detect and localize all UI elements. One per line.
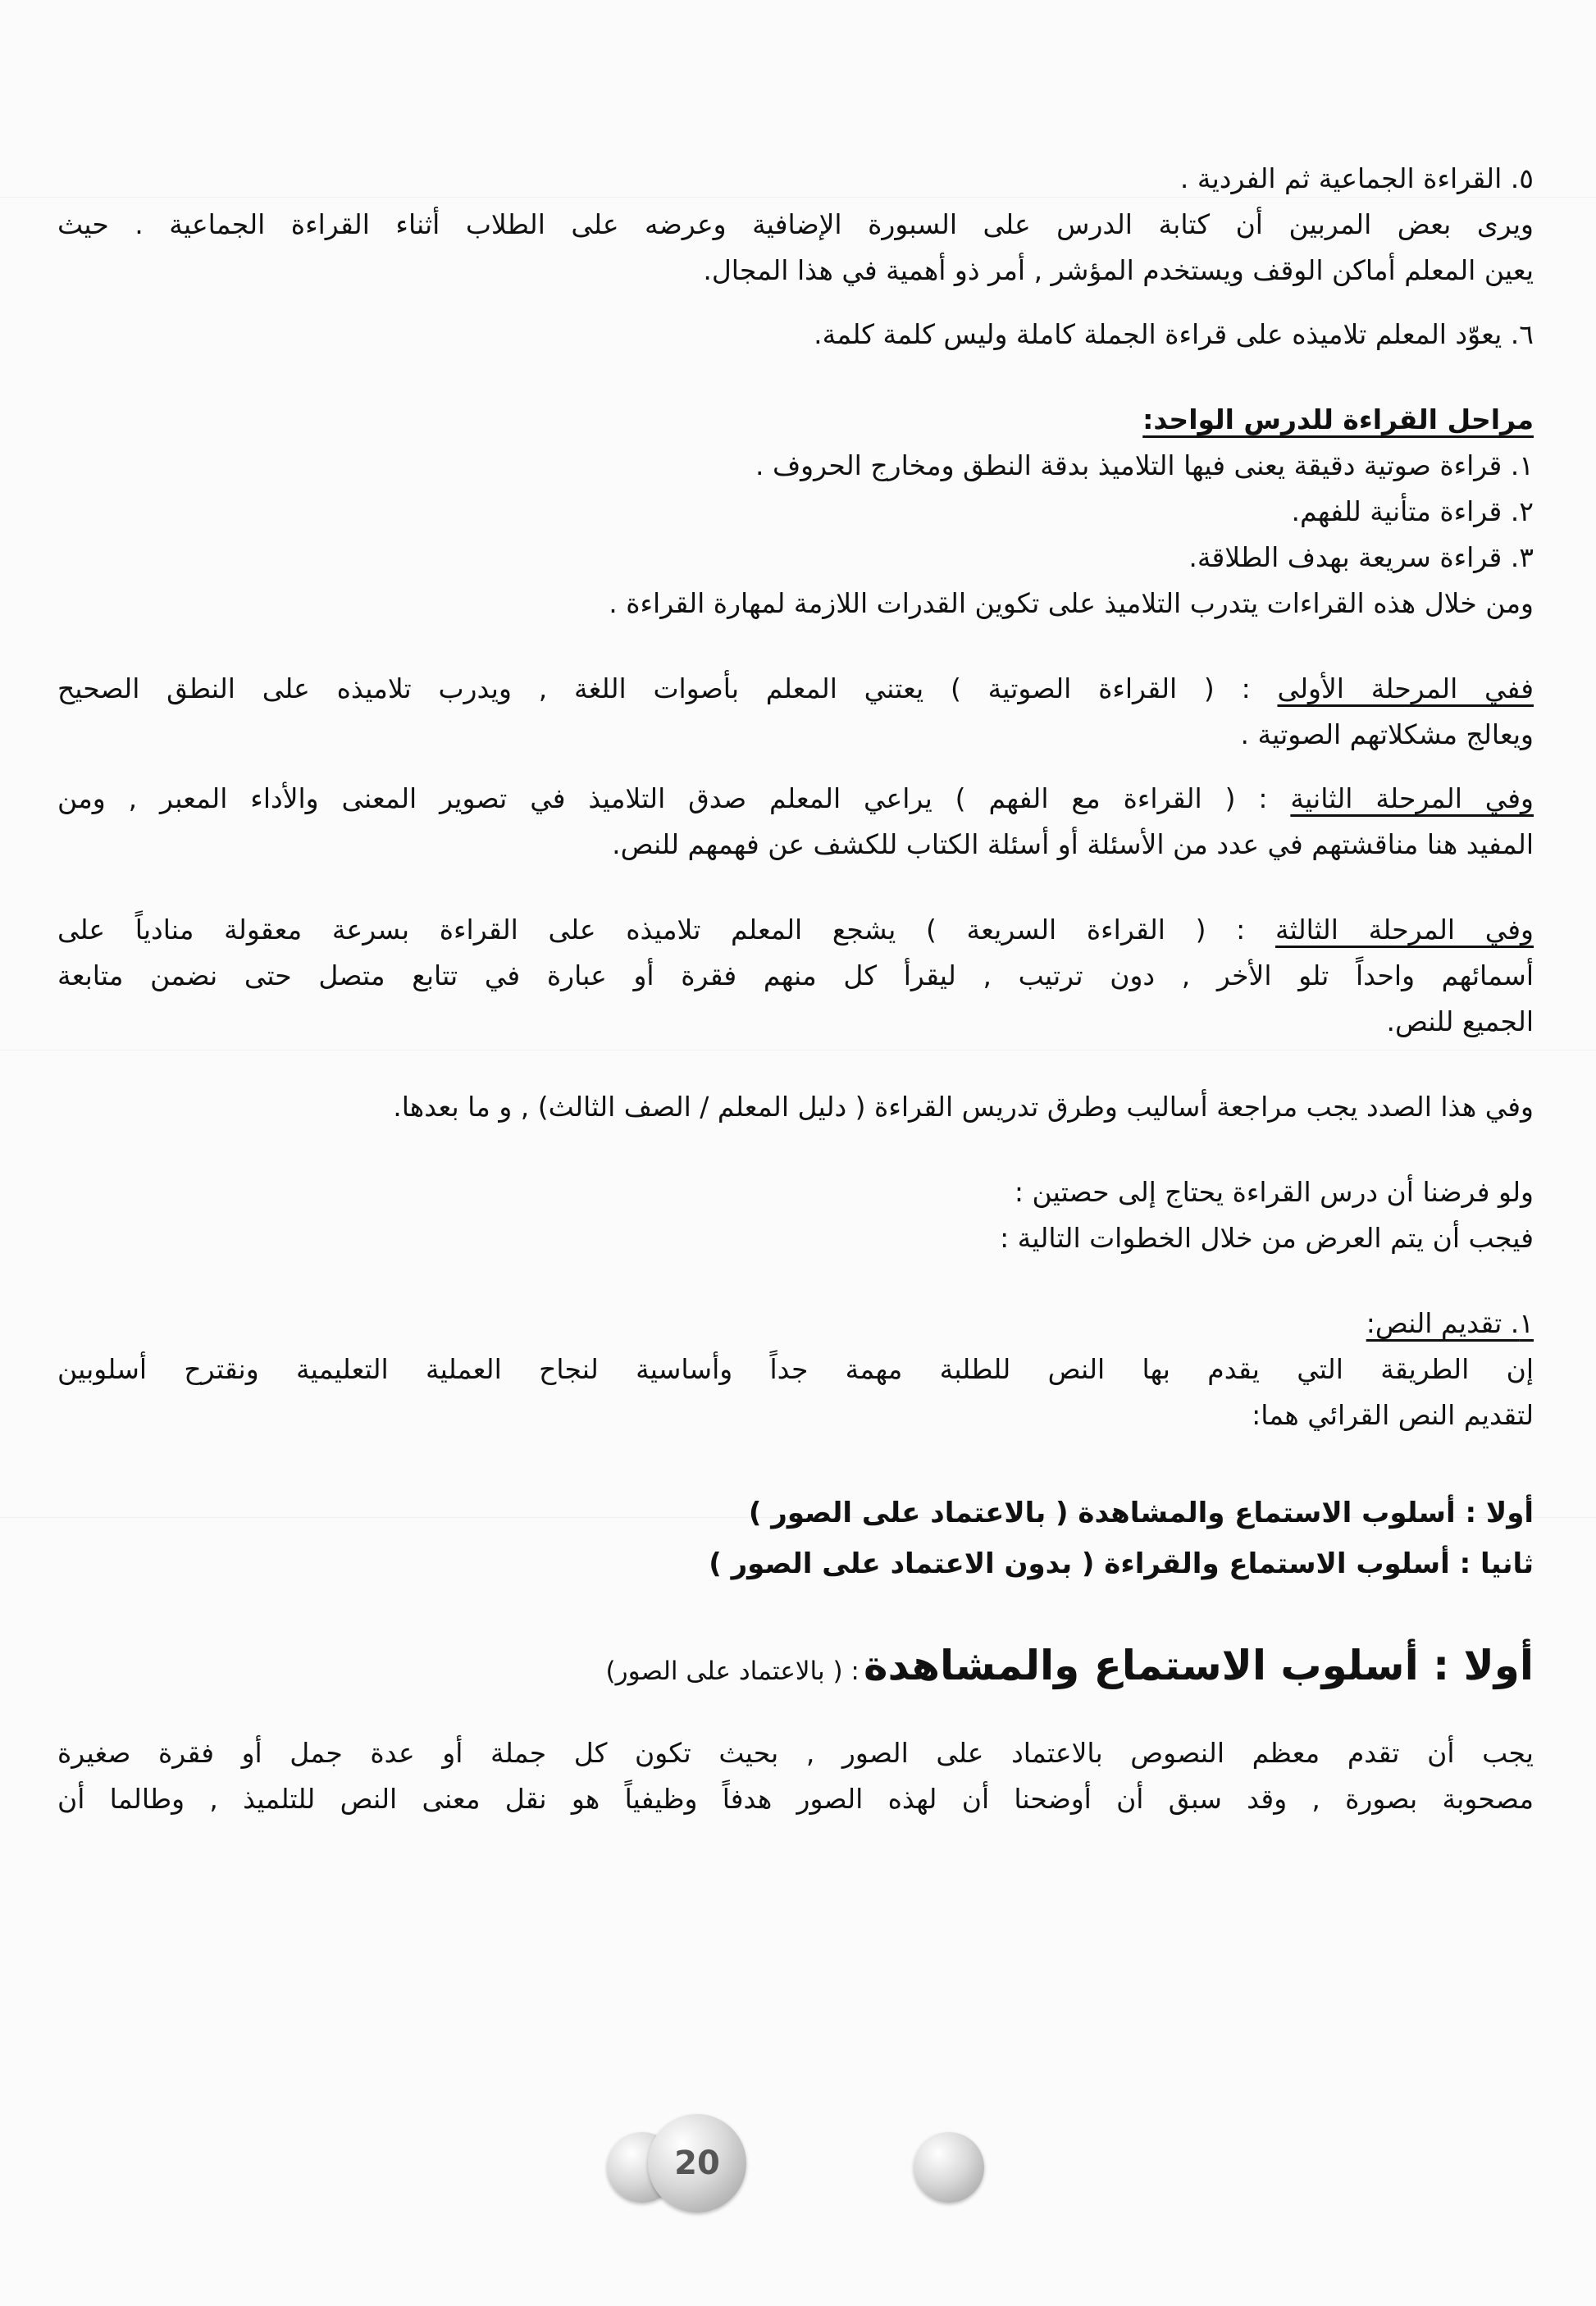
paragraph-line: فيجب أن يتم العرض من خلال الخطوات التالية : [1000,1222,1534,1254]
paragraph-line: الجميع للنص. [1386,1005,1534,1037]
paragraph-line: يجب أن تقدم معظم النصوص بالاعتماد على الصور , بحيث تكون كل جملة أو عدة جمل أو فقرة صغيرة [57,1737,1534,1769]
stage-item-1: ١. قراءة صوتية دقيقة يعنى فيها التلاميذ بدقة النطق ومخارج الحروف . [755,449,1534,481]
paragraph-line: ولو فرضنا أن درس القراءة يحتاج إلى حصتين : [1014,1176,1534,1208]
stage-item-2: ٢. قراءة متأنية للفهم. [1291,495,1534,527]
section-heading-listening-viewing [57,1629,1534,1712]
stage-item-3: ٣. قراءة سريعة بهدف الطلاقة. [1188,541,1534,573]
list-item-5: ٥. القراءة الجماعية ثم الفردية . [1179,162,1534,194]
paragraph-line: ومن خلال هذه القراءات يتدرب التلاميذ على تكوين القدرات اللازمة لمهارة القراءة . [609,587,1534,619]
method-two: ثانيا : أسلوب الاستماع والقراءة ( بدون الاعتماد على الصور ) [709,1547,1534,1580]
stage-one-text: : ( القراءة الصوتية ) يعتني المعلم بأصوات اللغة , ويدرب تلاميذه على النطق الصحيح [57,672,1251,704]
stage-three-text: : ( القراءة السريعة ) يشجع المعلم تلاميذه على القراءة بسرعة معقولة منادياً على [57,914,1246,946]
section-heading-title: أولا : أسلوب الاستماع والمشاهدة [863,1642,1534,1689]
stage-three-label: وفي المرحلة الثالثة [1275,914,1534,946]
paragraph-line: ويعالج مشكلاتهم الصوتية . [1240,718,1534,750]
section-heading-reading-stages: مراحل القراءة للدرس الواحد: [1142,403,1534,435]
list-item-6: ٦. يعوّد المعلم تلاميذه على قراءة الجملة كاملة وليس كلمة كلمة. [814,318,1534,350]
stage-three-paragraph [57,907,1534,953]
decorative-sphere-icon [914,2132,984,2203]
paragraph-line: إن الطريقة التي يقدم بها النص للطلبة مهمة جداً وأساسية لنجاح العملية التعليمية ونقترح أسلوبين [57,1353,1534,1385]
paragraph-line: أسمائهم واحداً تلو الأخر , دون ترتيب , ليقرأ كل منهم فقرة أو عبارة في تتابع متصل حتى نضمن متابعة [57,959,1534,991]
page-number: 20 [674,2144,720,2182]
stage-two-paragraph [57,776,1534,822]
paragraph-line: يعين المعلم أماكن الوقف ويستخدم المؤشر , أمر ذو أهمية في هذا المجال. [703,254,1534,286]
method-one: أولا : أسلوب الاستماع والمشاهدة ( بالاعتماد على الصور ) [748,1497,1534,1529]
stage-two-label: وفي المرحلة الثانية [1290,782,1534,814]
page-content [57,156,1534,1822]
step-heading-present-text: ١. تقديم النص: [1366,1307,1534,1339]
section-heading-note: : ( بالاعتماد على الصور) [605,1657,860,1686]
paragraph-line: مصحوبة بصورة , وقد سبق أن أوضحنا أن لهذه الصور هدفاً وظيفياً هو نقل معنى النص للتلميذ , وطالما أن [57,1783,1534,1815]
paragraph-line: لتقديم النص القرائي هما: [1252,1399,1534,1431]
paragraph-line: المفيد هنا مناقشتهم في عدد من الأسئلة أو أسئلة الكتاب للكشف عن فهمهم للنص. [612,828,1534,860]
paragraph-line: وفي هذا الصدد يجب مراجعة أساليب وطرق تدريس القراءة ( دليل المعلم / الصف الثالث) , و ما بعدها. [393,1091,1534,1123]
page-number-badge [607,2114,984,2204]
stage-two-text: : ( القراءة مع الفهم ) يراعي المعلم صدق التلاميذ في تصوير المعنى والأداء المعبر , ومن [57,782,1268,814]
stage-one-paragraph [57,666,1534,712]
stage-one-label: ففي المرحلة الأولى [1277,672,1534,704]
paragraph-line: ويرى بعض المربين أن كتابة الدرس على السبورة الإضافية وعرضه على الطلاب أثناء القراءة الجماعية . حيث [57,208,1534,240]
